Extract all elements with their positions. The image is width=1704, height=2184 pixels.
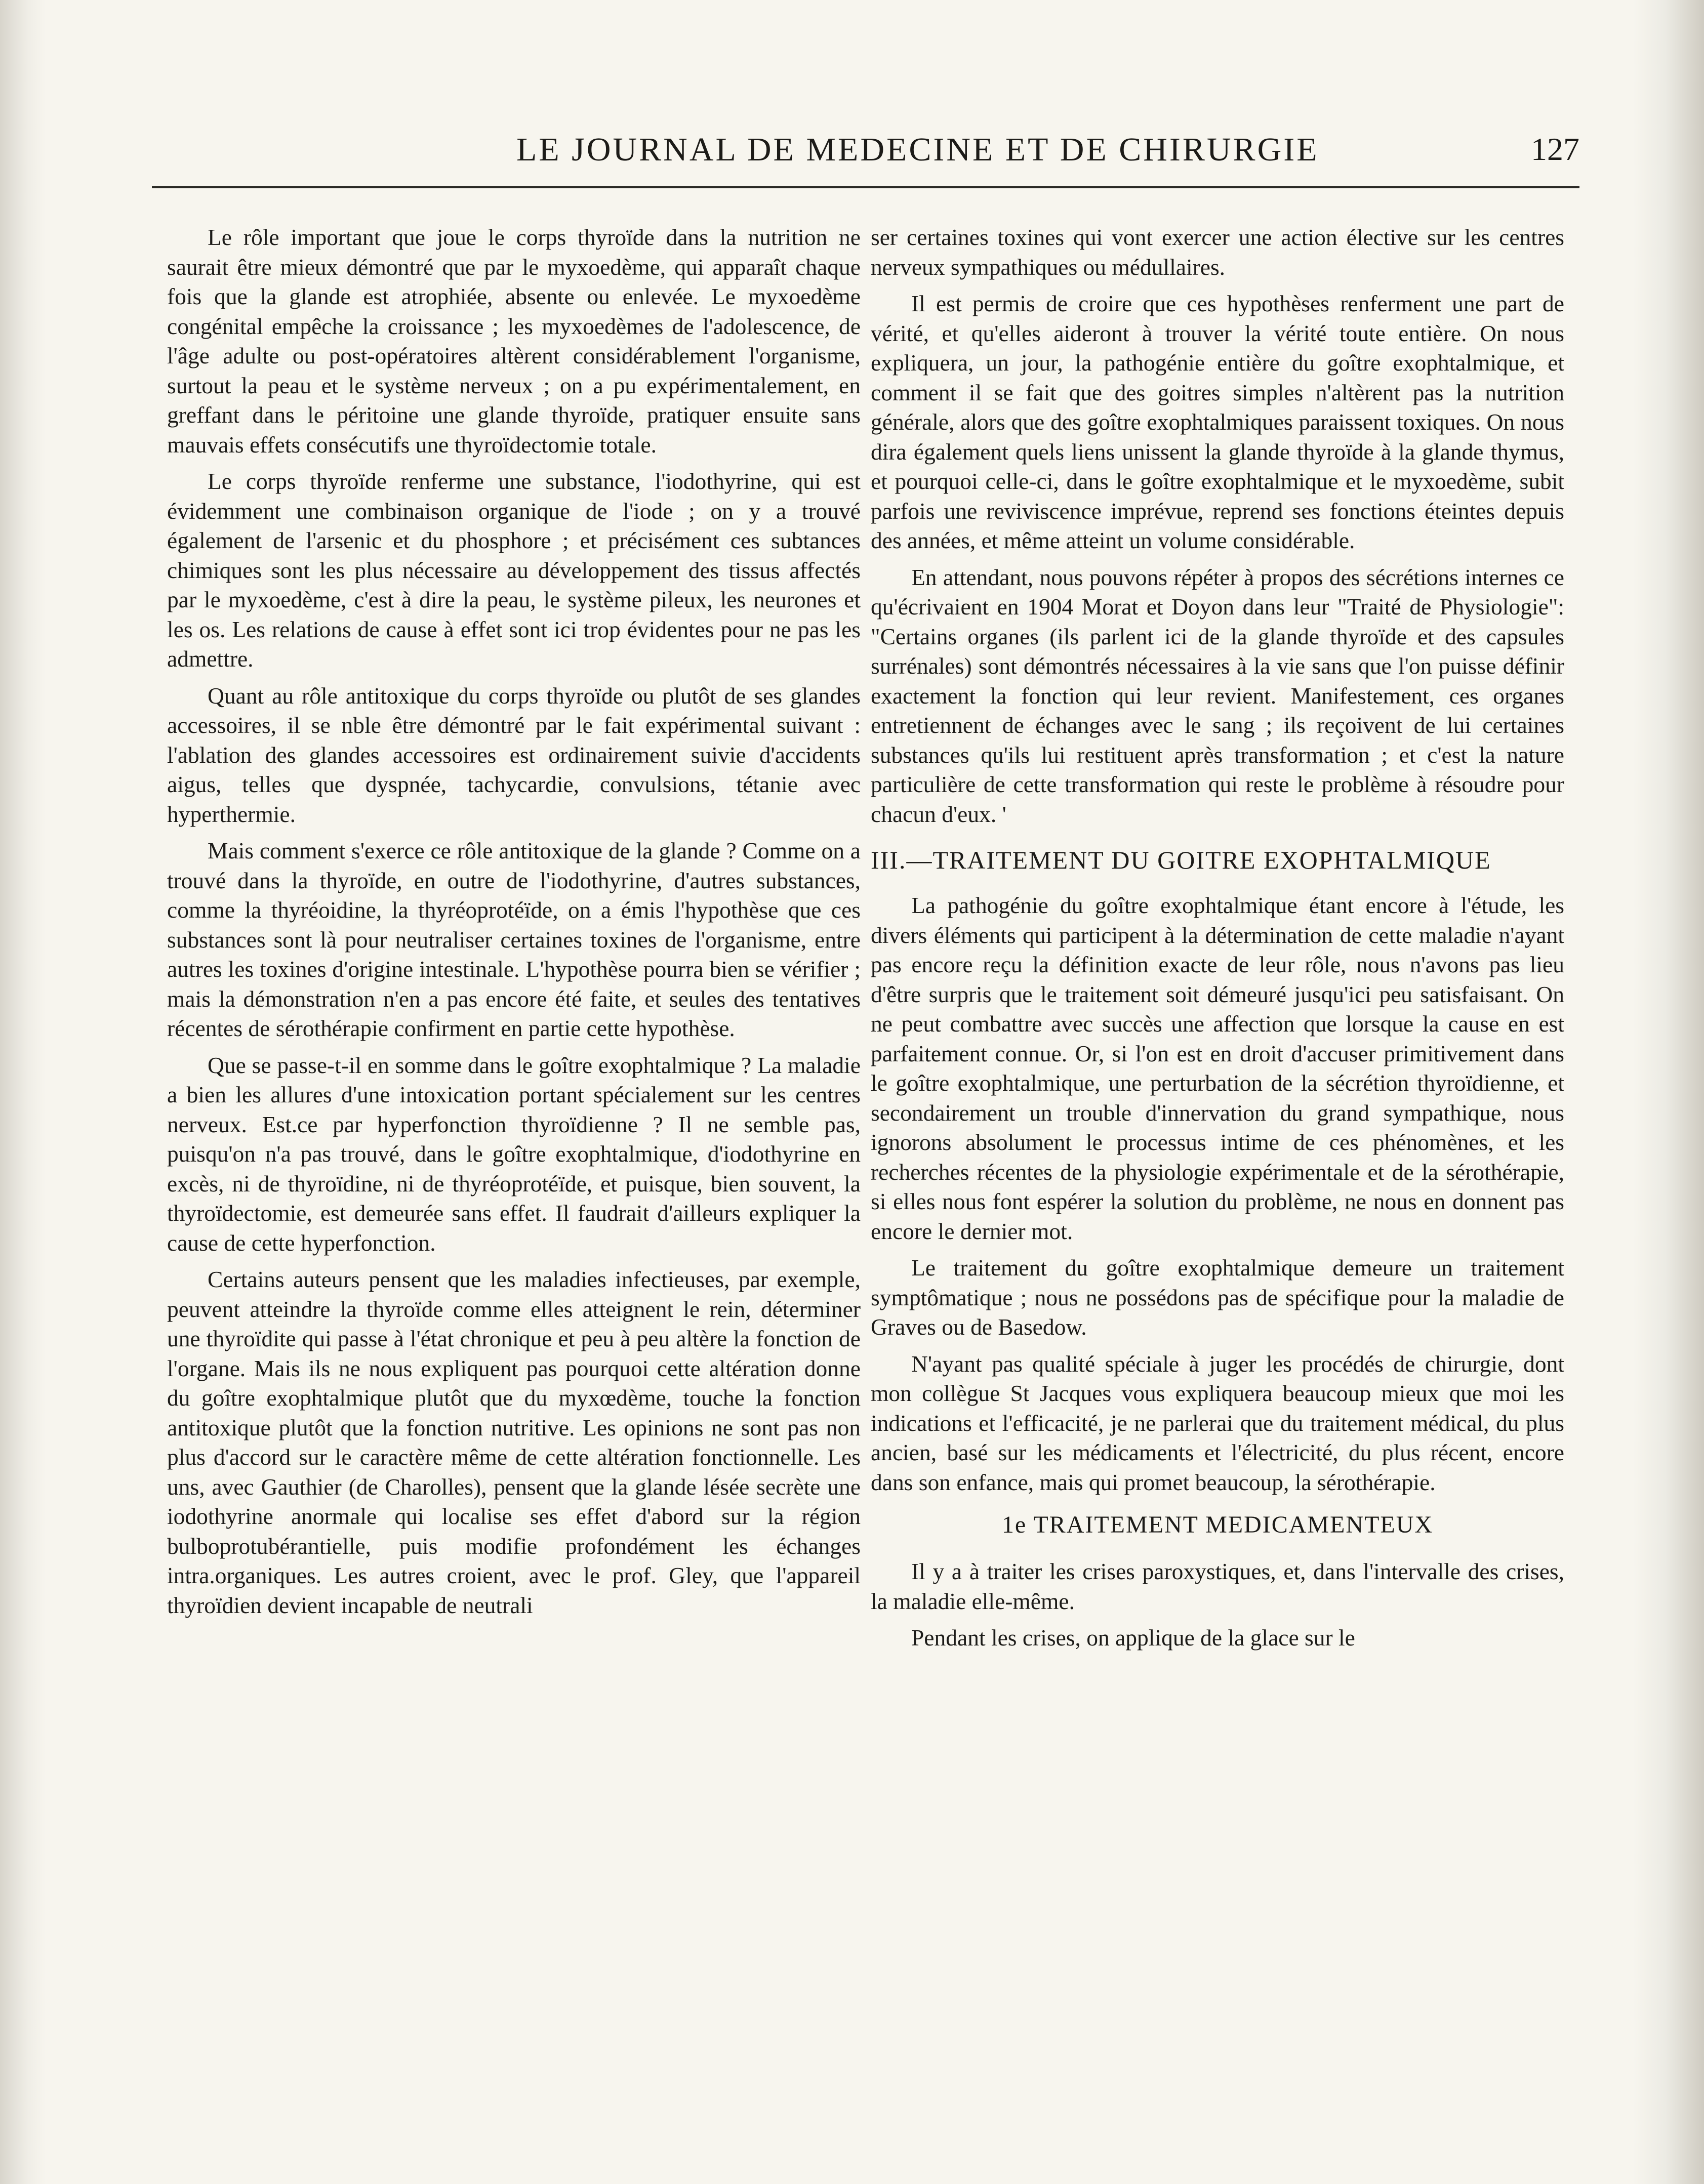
page-number: 127 — [1531, 131, 1579, 167]
paragraph: Le rôle important que joue le corps thyroïde dans la nutrition ne saurait être mieux démontré que par le myxoedème, qui apparaît chaque fois que la glande est atrophiée, absente ou enlevée. Le myxoedème congénital empêche la croissance ; les myxoedèmes de l'adolescence, de l'âge adulte ou post-opératoires altèrent considérablement l'organisme, surtout la peau et le système nerveux ; on a pu expérimentalement, en greffant dans le péritoine une glande thyroïde, pratiquer ensuite sans mauvais effets consécutifs une thyroïdectomie totale. — [167, 224, 861, 458]
paragraph: Que se passe-t-il en somme dans le goître exophtalmique ? La maladie a bien les allures d'une intoxication portant spécialement sur les centres nerveux. Est.ce par hyperfonction thyroïdienne ? Il ne semble pas, puisqu'on n'a pas trouvé, dans le goître exophtalmique, d'iodothyrine en excès, ni de thyroïdine, ni de thyréoprotéïde, et puisque, bien souvent, la thyroïdectomie, est demeurée sans effet. Il faudrait d'ailleurs expliquer la cause de cette hyperfonction. — [167, 1052, 861, 1256]
subheading: 1e TRAITEMENT MEDICAMENTEUX — [1001, 1511, 1434, 1538]
running-title: LE JOURNAL DE MEDECINE ET DE CHIRURGIE — [516, 131, 1319, 168]
scan-edge-left — [0, 0, 46, 2184]
header-rule — [152, 186, 1579, 188]
paragraph: En attendant, nous pouvons répéter à propos des sécrétions internes ce qu'écrivaient en 1904 Morat et Doyon dans leur "Traité de Physiologie": "Certains organes (ils parlent ici de la glande thyroïde et des capsules surrénales) sont démontrés nécessaires à la vie sans que l'on puisse définir exactement la fonction qui leur revient. Manifestement, ces organes entretiennent de échanges avec le sang ; ils reçoivent de lui certaines substances qu'ils lui restituent après transformation ; et c'est la nature particulière de cette transformation qui reste le problème à résoudre pour chacun d'eux. ' — [871, 564, 1564, 827]
paragraph: Il est permis de croire que ces hypothèses renferment une part de vérité, et qu'elles aideront à trouver la vérité toute entière. On nous expliquera, un jour, la pathogénie entière du goître exophtalmique, et comment il se fait que des goitres simples n'altèrent pas la nutrition générale, alors que des goître exophtalmiques paraissent toxiques. On nous dira également quels liens unissent la glande thyroïde à la glande thymus, et pourquoi celle-ci, dans le goître exophtalmique et le myxoedème, subit parfois une reviviscence imprévue, reprend ses fonctions éteintes depuis des années, et même atteint un volume considérable. — [871, 291, 1564, 553]
paragraph: Le corps thyroïde renferme une substance, l'iodothyrine, qui est évidemment une combinaison organique de l'iode ; on y a trouvé également de l'arsenic et du phosphore ; et précisément ces subtances chimiques sont les plus nécessaire au développement des tissus affectés par le myxoedème, c'est à dire la peau, le système pileux, les neurones et les os. Les relations de cause à effet sont ici trop évidentes pour ne pas les admettre. — [167, 468, 861, 672]
left-column — [167, 223, 861, 1627]
paragraph: Quant au rôle antitoxique du corps thyroïde ou plutôt de ses glandes accessoires, il se nble être démontré par le fait expérimental suivant : l'ablation des glandes accessoires est ordinairement suivie d'accidents aigus, telles que dyspnée, tachycardie, convulsions, tétanie avec hyperthermie. — [167, 682, 861, 827]
paragraph: Mais comment s'exerce ce rôle antitoxique de la glande ? Comme on a trouvé dans la thyroïde, en outre de l'iodothyrine, d'autres substances, comme la thyréoidine, la thyréoprotéïde, on a émis l'hypothèse que ces substances sont là pour neutraliser certaines toxines de l'organisme, entre autres les toxines d'origine intestinale. L'hypothèse pourra bien se vérifier ; mais la démonstration n'en a pas encore été faite, et seules des tentatives récentes de sérothérapie confirment en partie cette hypothèse. — [167, 838, 861, 1041]
section-heading: III.—TRAITEMENT DU GOITRE EXOPHTALMIQUE — [871, 846, 1491, 874]
right-column — [871, 223, 1564, 1660]
paragraph: ser certaines toxines qui vont exercer une action élective sur les centres nerveux sympathiques ou médullaires. — [871, 224, 1564, 280]
scan-edge-right — [1633, 0, 1704, 2184]
page-header — [152, 120, 1590, 181]
paragraph: Le traitement du goître exophtalmique demeure un traitement symptômatique ; nous ne possédons pas de spécifique pour la maladie de Graves ou de Basedow. — [871, 1255, 1564, 1340]
paragraph: Il y a à traiter les crises paroxystiques, et, dans l'intervalle des crises, la maladie elle-même. — [871, 1558, 1564, 1614]
paragraph: N'ayant pas qualité spéciale à juger les procédés de chirurgie, dont mon collègue St Jacques vous expliquera beaucoup mieux que moi les indications et l'efficacité, je ne parlerai que du traitement médical, du plus ancien, basé sur les médicaments et l'électricité, du plus récent, encore dans son enfance, mais qui promet beaucoup, la sérothérapie. — [871, 1350, 1564, 1495]
paragraph: Certains auteurs pensent que les maladies infectieuses, par exemple, peuvent atteindre la thyroïde comme elles atteignent le rein, déterminer une thyroïdite qui passe à l'état chronique et peu à peu altère la fonction de l'organe. Mais ils ne nous expliquent pas pourquoi cette altération donne du goître exophtalmique plutôt que du myxœdème, touche la fonction antitoxique plutôt que la fonction nutritive. Les opinions ne sont pas non plus d'accord sur le caractère même de cette altération fonctionnelle. Les uns, avec Gauthier (de Charolles), pensent que la glande lésée secrète une iodothyrine anormale qui localise ses effet d'abord sur la région bulboprotubérantielle, puis modifie profondément les échanges intra.organiques. Les autres croient, avec le prof. Gley, que l'appareil thyroïdien devient incapable de neutrali — [167, 1266, 861, 1618]
paragraph: Pendant les crises, on applique de la glace sur le — [911, 1625, 1355, 1651]
paragraph: La pathogénie du goître exophtalmique étant encore à l'étude, les divers éléments qui participent à la détermination de cette maladie n'ayant pas encore reçu la définition exacte de leur rôle, nous n'avons pas lieu d'être surpris que le traitement soit démeuré jusqu'ici peu satisfaisant. On ne peut combattre avec succès une affection que lorsque la cause en est parfaitement connue. Or, si l'on est en droit d'accuser primitivement dans le goître exophtalmique, une perturbation de la sécrétion thyroïdienne, et secondairement un trouble d'innervation du grand sympathique, nous ignorons absolument le processus intime de ces phénomènes, et les recherches récentes de la physiologie expérimentale et de la sérothérapie, si elles nous font espérer la solution du problème, ne nous en donnent pas encore le dernier mot. — [871, 892, 1564, 1244]
